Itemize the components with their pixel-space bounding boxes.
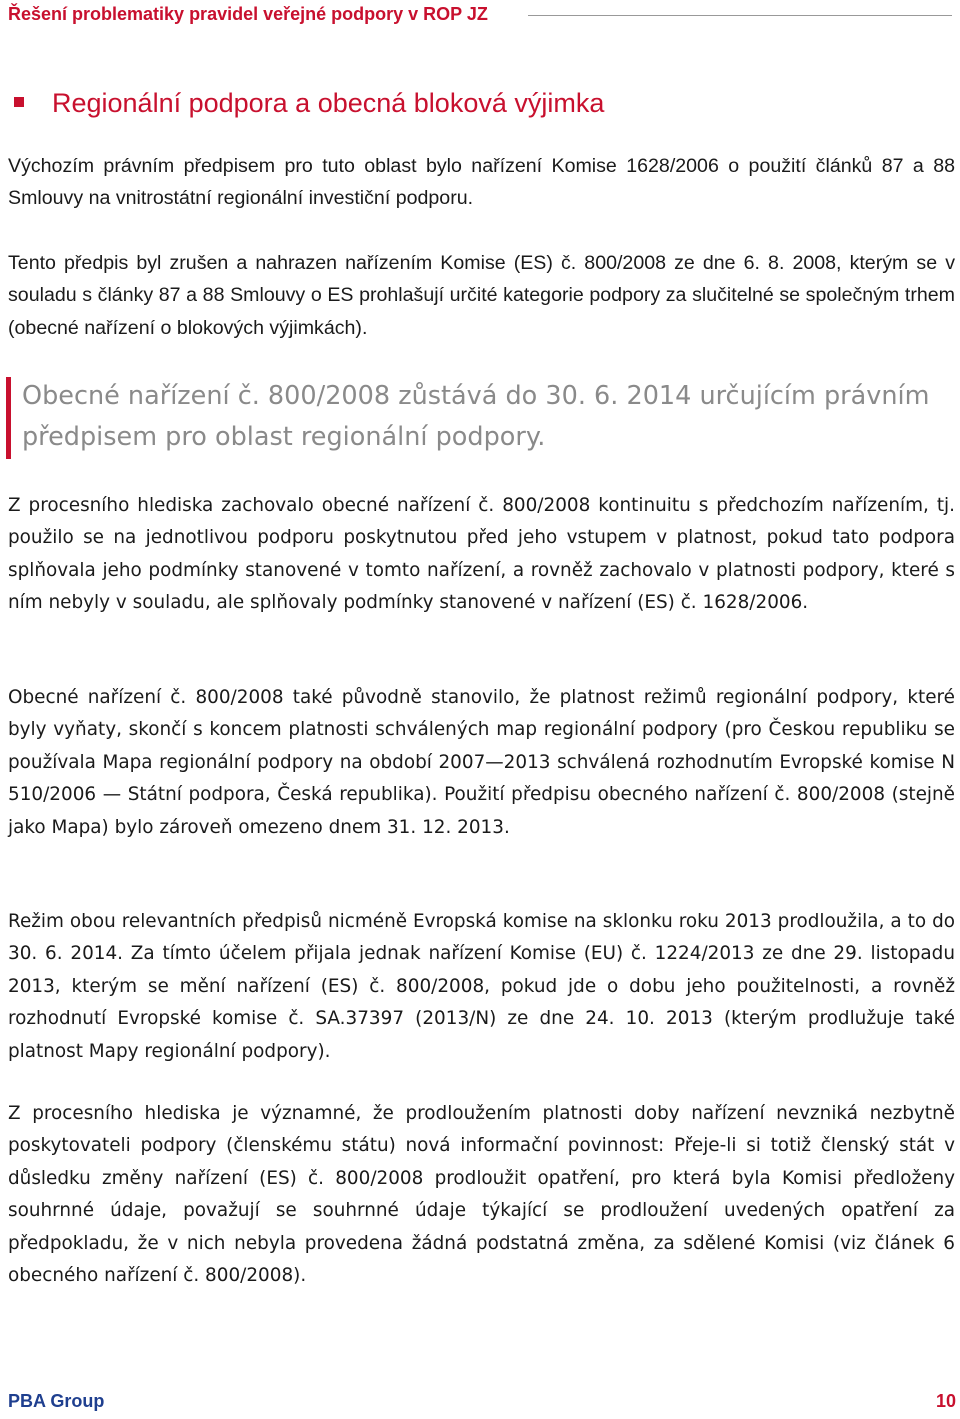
page-number: 10 [935,1391,956,1411]
paragraph-continuity: Z procesního hlediska zachovalo obecné nařízení č. 800/2008 kontinuitu s předchozím nařízením, tj. použilo se na jednotlivou podporu poskytnutou před jeho vstupem v platnost, pokud tato podpora splňovala jeho podmínky stanovené v tomto nařízení, a rovněž zachovalo v platnosti podpory, které s ním nebyly v souladu, ale splňovaly podmínky stanovené v nařízení (ES) č. 1628/2006. [8,495,955,614]
header-title: Řešení problematiky pravidel veřejné podpory v ROP JZ [8,4,488,24]
highlight-text: Obecné nařízení č. 800/2008 zůstává do 30. 6. 2014 určujícím právním předpisem pro oblast regionální podpory. [22,381,930,452]
paragraph-replacement: Tento předpis byl zrušen a nahrazen nařízením Komise (ES) č. 800/2008 ze dne 6. 8. 2008, kterým se v souladu s články 87 a 88 Smlouvy o ES prohlašují určité kategorie podpory za slučitelné se společným trhem (obecné nařízení o blokových výjimkách). [8,252,955,339]
footer-company: PBA Group [8,1391,105,1411]
paragraph-intro: Výchozím právním předpisem pro tuto oblast bylo nařízení Komise 1628/2006 o použití článků 87 a 88 Smlouvy na vnitrostátní regionální investiční podporu. [8,155,955,210]
highlight-bar [6,377,11,459]
paragraph-extension: Režim obou relevantních předpisů nicméně Evropská komise na sklonku roku 2013 prodloužila, a to do 30. 6. 2014. Za tímto účelem přijala jednak nařízení Komise (EU) č. 1224/2013 ze dne 29. listopadu 2013, kterým se mění nařízení (ES) č. 800/2008, pokud jde o dobu jeho použitelnosti, a rovněž rozhodnutí Evropské komise č. SA.37397 (2013/N) ze dne 24. 10. 2013 (kterým prodlužuje také platnost Mapy regionální podpory). [8,911,955,1062]
section-heading: Regionální podpora a obecná bloková výjimka [52,88,605,118]
page-header [8,4,952,30]
paragraph-validity: Obecné nařízení č. 800/2008 také původně stanovilo, že platnost režimů regionální podpory, které byly vyňaty, skončí s koncem platnosti schválených map regionální podpory (pro Českou republiku se používala Mapa regionální podpory na období 2007—2013 schválená rozhodnutím Evropské komise N 510/2006 — Státní podpora, Česká republika). Použití předpisu obecného nařízení č. 800/2008 (stejně jako Mapa) bylo zároveň omezeno dnem 31. 12. 2013. [8,687,955,838]
header-rule [528,15,952,16]
paragraph-procedure: Z procesního hlediska je významné, že prodloužením platnosti doby nařízení nevzniká nezbytně poskytovateli podpory (členskému státu) nová informační povinnost: Přeje-li si totiž členský stát v důsledku změny nařízení (ES) č. 800/2008 prodloužit opatření, pro která byla Komisi předloženy souhrnné údaje, považují se souhrnné údaje týkající se prodloužení uvedených opatření za předpokladu, že v nich nebyla provedena žádná podstatná změna, za sdělené Komisi (viz článek 6 obecného nařízení č. 800/2008). [8,1103,955,1287]
square-bullet-icon [14,97,24,107]
